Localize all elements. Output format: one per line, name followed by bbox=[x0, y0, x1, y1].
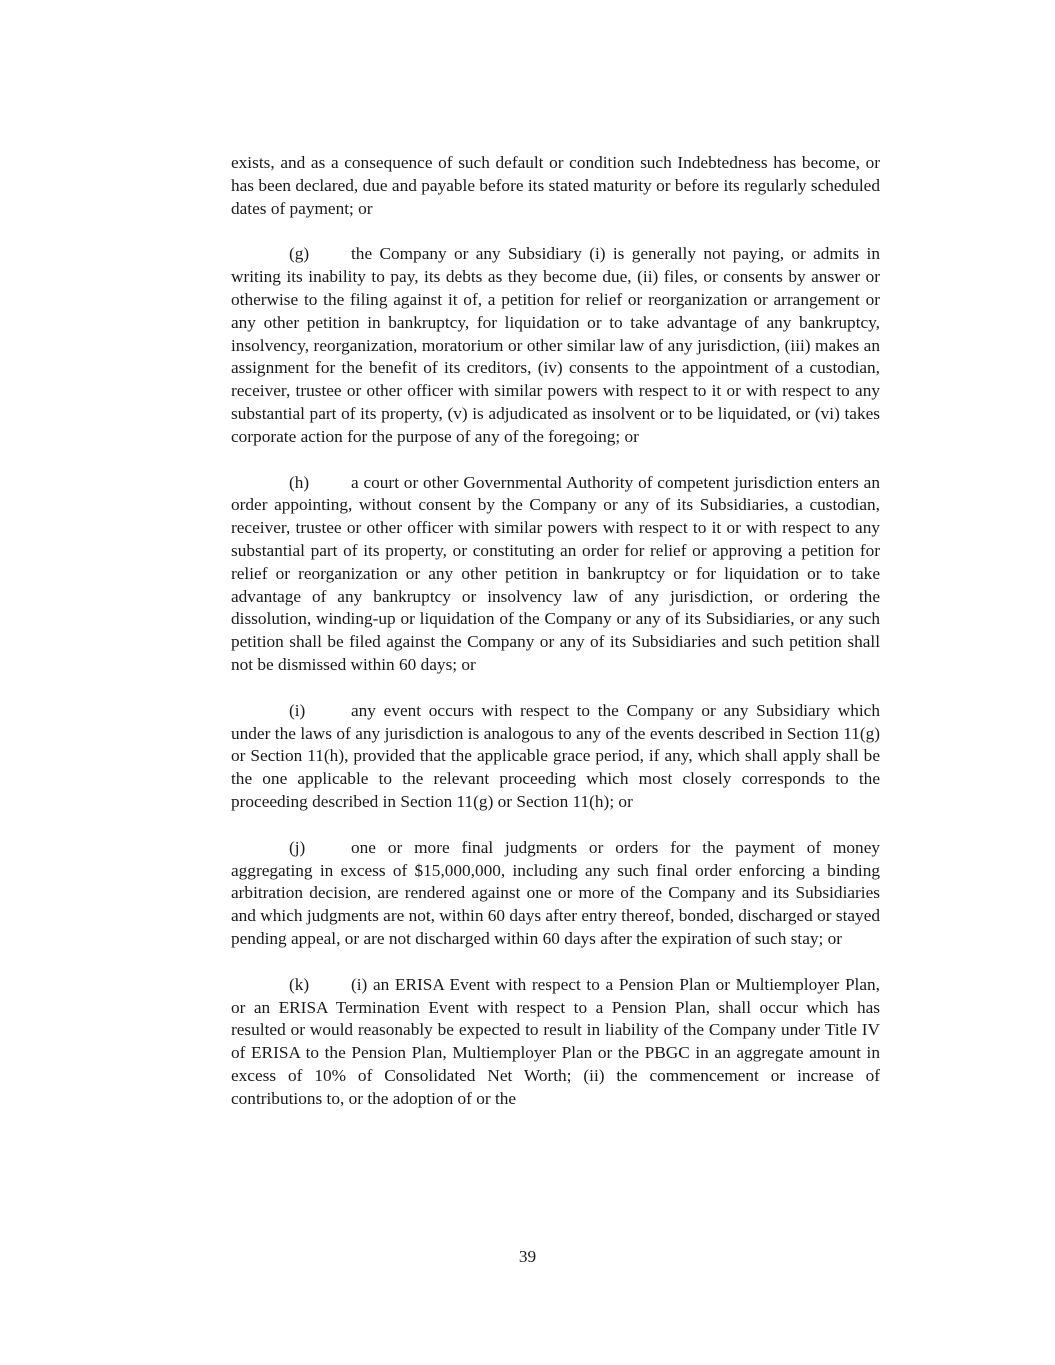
paragraph-i bbox=[231, 700, 880, 814]
paragraph-label: (j) bbox=[289, 837, 306, 857]
paragraph-text: (i) an ERISA Event with respect to a Pension Plan or Multiemployer Plan, or an ERISA Termination Event with respect to a Pension Plan, shall occur which has resulted or would reasonably be expected to result in liability of the Company under Title IV of ERISA to the Pension Plan, Multiemployer Plan or the PBGC in an aggregate amount in excess of 10% of Consolidated Net Worth; (ii) the commencement or increase of contributions to, or the adoption of or the bbox=[231, 974, 880, 1108]
paragraph-h bbox=[231, 472, 880, 677]
paragraph-g bbox=[231, 243, 880, 448]
document-body bbox=[231, 152, 880, 1133]
paragraph-text: any event occurs with respect to the Company or any Subsidiary which under the laws of any jurisdiction is analogous to any of the events described in Section 11(g) or Section 11(h), provided that the applicable grace period, if any, which shall apply shall be the one applicable to the relevant proceeding which most closely corresponds to the proceeding described in Section 11(g) or Section 11(h); or bbox=[231, 700, 880, 811]
paragraph-continuation bbox=[231, 152, 880, 220]
paragraph-text: a court or other Governmental Authority of competent jurisdiction enters an order appointing, without consent by the Company or any of its Subsidiaries, a custodian, receiver, trustee or other officer with similar powers with respect to it or with respect to any substantial part of its property, or constituting an order for relief or approving a petition for relief or reorganization or any other petition in bankruptcy or for liquidation or to take advantage of any bankruptcy or insolvency law of any jurisdiction, or ordering the dissolution, winding-up or liquidation of the Company or any of its Subsidiaries, or any such petition shall be filed against the Company or any of its Subsidiaries and such petition shall not be dismissed within 60 days; or bbox=[231, 472, 880, 674]
paragraph-text: the Company or any Subsidiary (i) is generally not paying, or admits in writing its inability to pay, its debts as they become due, (ii) files, or consents by answer or otherwise to the filing against it of, a petition for relief or reorganization or arrangement or any other petition in bankruptcy, for liquidation or to take advantage of any bankruptcy, insolvency, reorganization, moratorium or other similar law of any jurisdiction, (iii) makes an assignment for the benefit of its creditors, (iv) consents to the appointment of a custodian, receiver, trustee or other officer with similar powers with respect to it or with respect to any substantial part of its property, (v) is adjudicated as insolvent or to be liquidated, or (vi) takes corporate action for the purpose of any of the foregoing; or bbox=[231, 244, 880, 446]
paragraph-label: (k) bbox=[289, 974, 310, 994]
paragraph-label: (i) bbox=[289, 700, 306, 720]
paragraph-label: (h) bbox=[289, 472, 310, 492]
paragraph-text: exists, and as a consequence of such default or condition such Indebtedness has become, or has been declared, due and payable before its stated maturity or before its regularly scheduled dates of payment; or bbox=[231, 153, 880, 218]
paragraph-j bbox=[231, 837, 880, 951]
page-number: 39 bbox=[518, 1247, 537, 1266]
paragraph-text: one or more final judgments or orders for the payment of money aggregating in excess of $15,000,000, including any such final order enforcing a binding arbitration decision, are rendered against one or more of the Company and its Subsidiaries and which judgments are not, within 60 days after entry thereof, bonded, discharged or stayed pending appeal, or are not discharged within 60 days after the expiration of such stay; or bbox=[231, 837, 880, 948]
paragraph-label: (g) bbox=[289, 244, 310, 264]
paragraph-k bbox=[231, 974, 880, 1111]
